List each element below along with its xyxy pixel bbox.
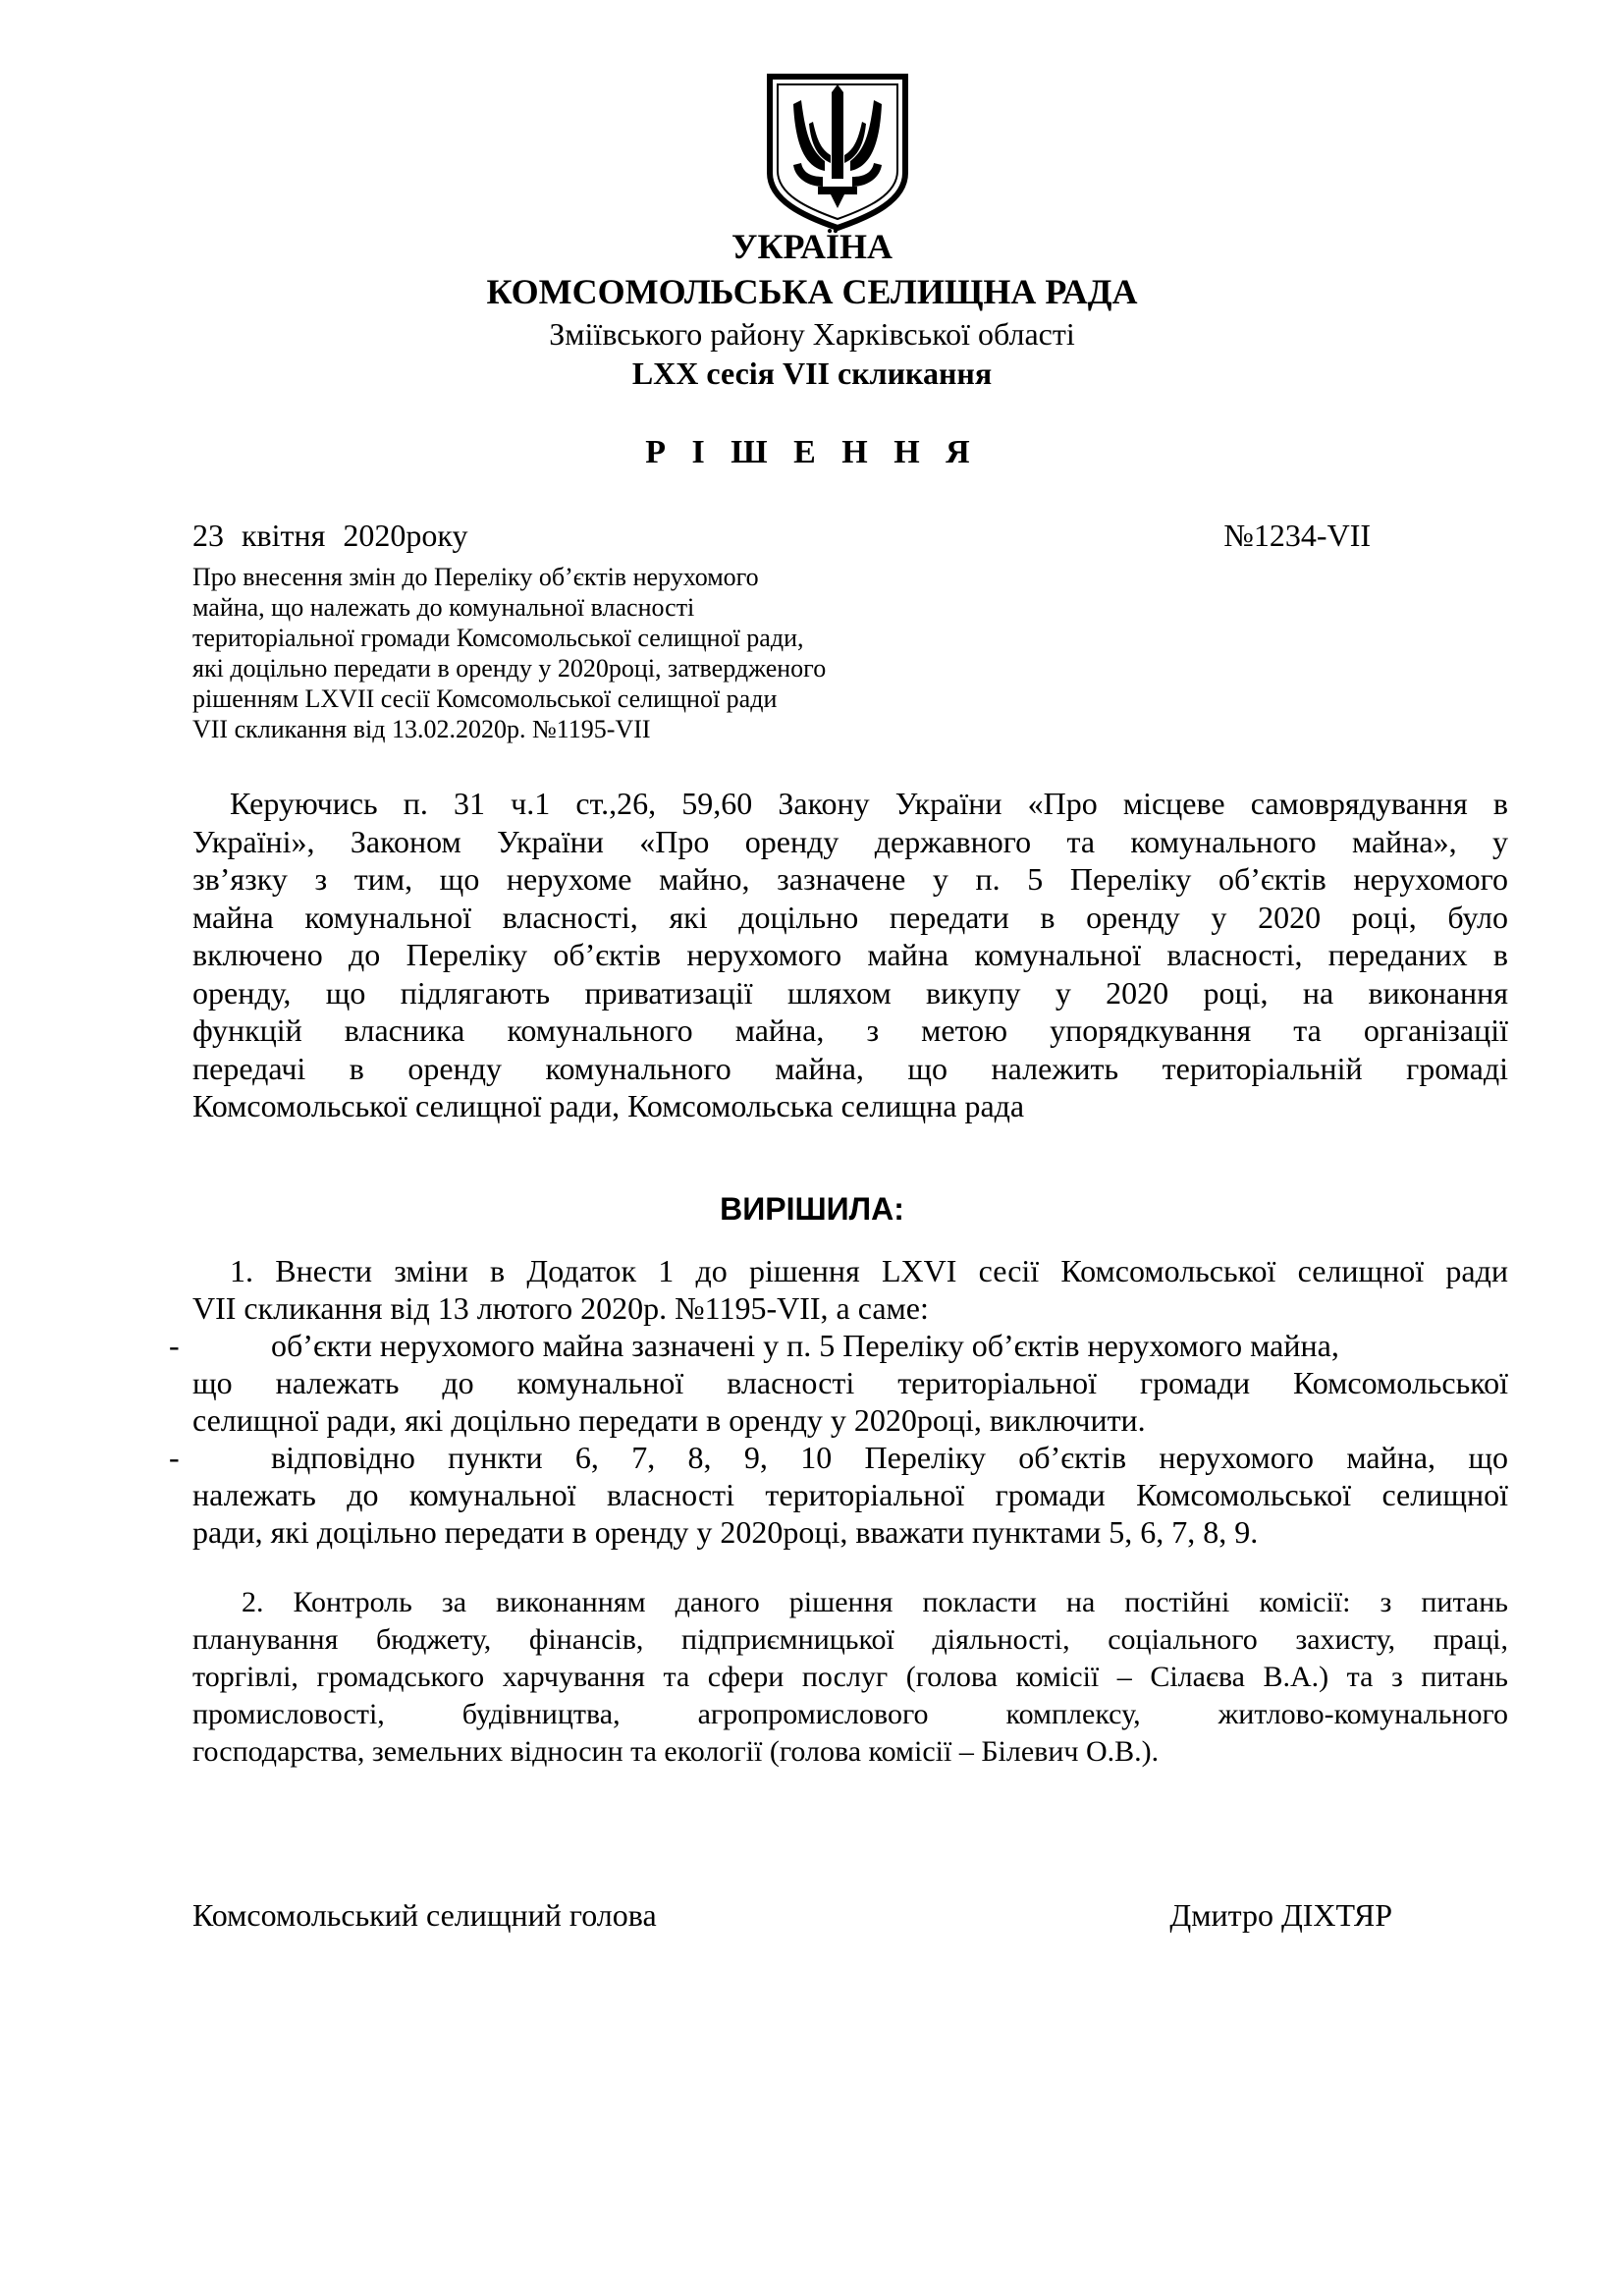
decision-item-1 — [169, 1252, 1508, 1551]
session-subheading: LXX сесія VII скликання — [631, 355, 993, 391]
preamble-line: функцій власника комунального майна, з метою упорядкування та організації — [192, 1012, 1508, 1048]
date-day: 23 — [192, 518, 224, 553]
decision-number: №1234-VII — [1223, 518, 1371, 553]
subject-line: територіальної громади Комсомольської селищної ради, — [192, 624, 804, 652]
subject-line: рішенням LXVII сесії Комсомольської селищної ради — [192, 684, 778, 713]
list-dash: - — [169, 1440, 180, 1475]
sub-item-line: відповідно пункти 6, 7, 8, 9, 10 Переліку об’єктів нерухомого майна, що — [271, 1440, 1508, 1475]
list-dash: - — [169, 1328, 180, 1363]
sub-item-line: селищної ради, які доцільно передати в оренду у 2020році, виключити. — [192, 1402, 1146, 1438]
preamble-line: Україні», Законом України «Про оренду державного та комунального майна», у — [192, 823, 1508, 859]
sub-item-2 — [169, 1439, 1508, 1551]
subject-line: майна, що належать до комунальної власності — [192, 593, 695, 622]
subject-line: які доцільно передати в оренду у 2020році, затвердженого — [192, 654, 827, 683]
district-subheading: Зміївського району Харківської області — [549, 316, 1075, 352]
subject-line: VII скликання від 13.02.2020р. №1195-VII — [192, 715, 651, 743]
decided-heading: ВИРІШИЛА: — [720, 1191, 904, 1227]
preamble-line: Керуючись п. 31 ч.1 ст.,26, 59,60 Закону України «Про місцеве самоврядування в — [230, 786, 1508, 821]
council-heading: КОМСОМОЛЬСЬКА СЕЛИЩНА РАДА — [486, 272, 1138, 311]
trident-coat-of-arms-icon — [764, 71, 911, 232]
item-line: господарства, земельних відносин та екології (голова комісії – Білевич О.В.). — [192, 1735, 1160, 1768]
preamble-line: включено до Переліку об’єктів нерухомого майна комунальної власності, переданих в — [192, 937, 1508, 972]
preamble-line: передачі в оренду комунального майна, що належить територіальній громаді — [192, 1050, 1508, 1086]
sub-item-line: що належать до комунальної власності територіальної громади Комсомольської — [192, 1365, 1508, 1400]
sub-item-line: ради, які доцільно передати в оренду у 2020році, вважати пунктами 5, 6, 7, 8, 9. — [192, 1514, 1259, 1550]
sub-item-1 — [169, 1327, 1508, 1439]
signatory-title: Комсомольський селищний голова — [192, 1897, 657, 1933]
signatory-name: Дмитро ДІХТЯР — [1169, 1897, 1392, 1933]
item-line: торгівлі, громадського харчування та сфери послуг (голова комісії – Сілаєва В.А.) та з питань — [192, 1661, 1508, 1693]
decision-item-2 — [192, 1584, 1508, 1771]
item-line: промисловості, будівництва, агропромислового комплексу, житлово-комунального — [192, 1698, 1508, 1730]
document-type-heading: Р І Ш Е Н Н Я — [645, 434, 979, 470]
preamble-line: оренду, що підлягають приватизації шляхом викупу у 2020 році, на виконання — [192, 974, 1508, 1011]
country-heading: УКРАЇНА — [731, 227, 893, 266]
date-month: квітня — [242, 518, 326, 553]
decision-date — [192, 518, 485, 554]
sub-item-line: об’єкти нерухомого майна зазначені у п. 5 Переліку об’єктів нерухомого майна, — [271, 1328, 1339, 1363]
preamble-paragraph — [192, 785, 1508, 1125]
subject-line: Про внесення змін до Переліку об’єктів нерухомого — [192, 563, 759, 591]
item-line: 1. Внести зміни в Додаток 1 до рішення LXVI сесії Комсомольської селищної ради — [230, 1253, 1508, 1288]
item-line: VII скликання від 13 лютого 2020р. №1195-VII, а саме: — [192, 1290, 929, 1326]
item-line: планування бюджету, фінансів, підприємницької діяльності, соціального захисту, праці, — [192, 1623, 1508, 1656]
sub-item-line: належать до комунальної власності територіальної громади Комсомольської селищної — [192, 1477, 1508, 1512]
decision-subject — [192, 562, 958, 744]
date-year: 2020року — [343, 518, 468, 553]
item-line: 2. Контроль за виконанням даного рішення покласти на постійні комісії: з питань — [242, 1586, 1508, 1618]
preamble-line: зв’язку з тим, що нерухоме майно, зазначене у п. 5 Переліку об’єктів нерухомого — [192, 861, 1508, 897]
preamble-line: майна комунальної власності, які доцільно передати в оренду у 2020 році, було — [192, 899, 1508, 935]
preamble-line: Комсомольської селищної ради, Комсомольська селищна рада — [192, 1088, 1025, 1123]
